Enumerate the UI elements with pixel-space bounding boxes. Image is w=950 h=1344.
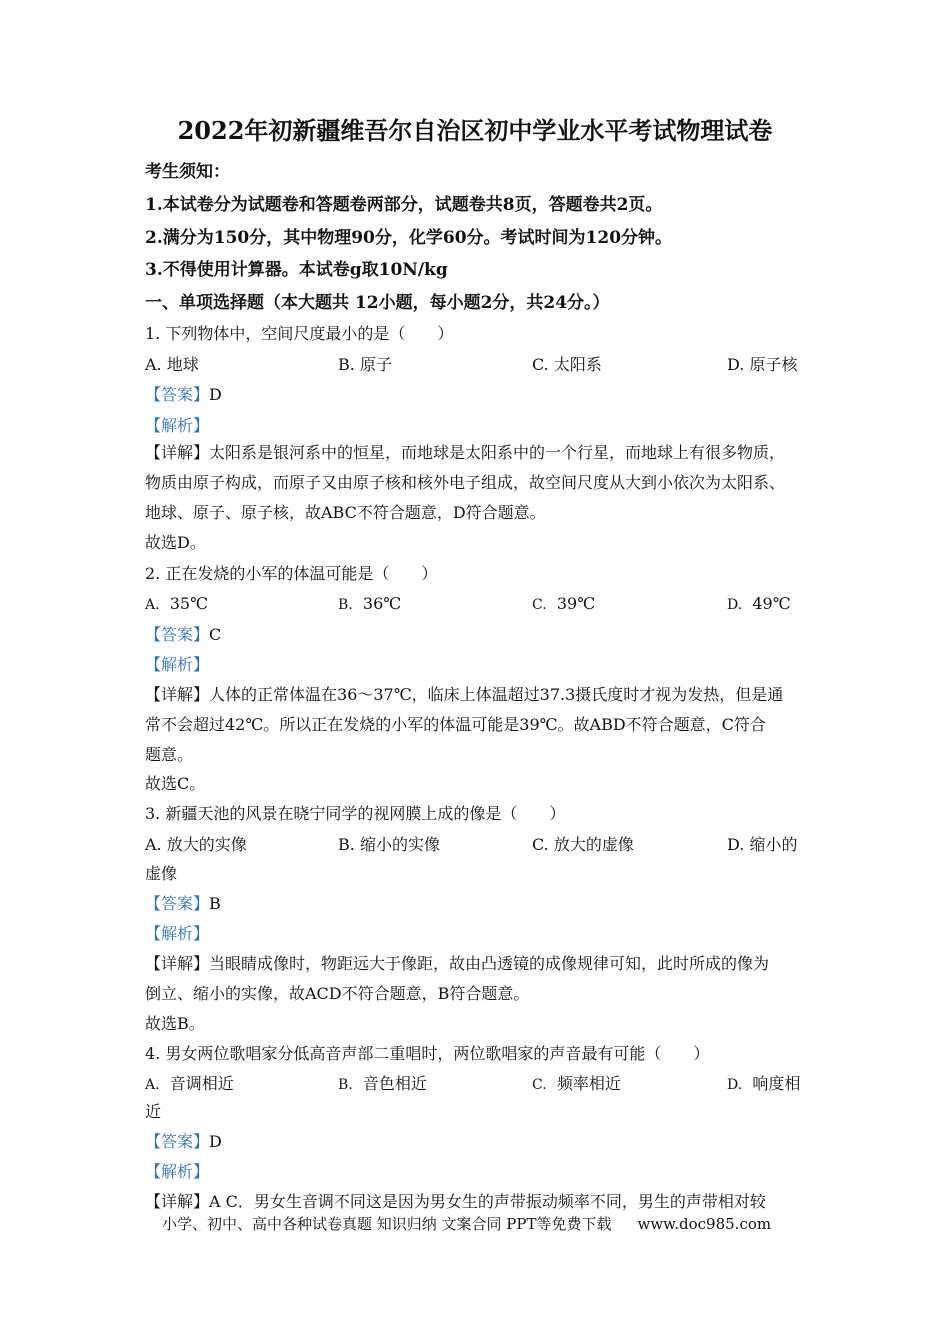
q1-analysis-tag: 【解析】 bbox=[145, 416, 210, 435]
answer-tag: 【答案】 bbox=[145, 894, 210, 913]
q3-answer: 【答案】B bbox=[145, 894, 221, 913]
detail-tag: 【详解】 bbox=[145, 443, 210, 462]
q3-option-wrap: 虚像 bbox=[145, 864, 178, 883]
answer-tag: 【答案】 bbox=[145, 625, 210, 644]
q1-detail-2: 物质由原子构成，而原子又由原子核和核外电子组成，故空间尺度从大到小依次为太阳系、 bbox=[145, 473, 786, 492]
q4-answer: 【答案】D bbox=[145, 1132, 222, 1151]
notice-item-1: 1.本试卷分为试题卷和答题卷两部分，试题卷共8页，答题卷共2页。 bbox=[145, 195, 663, 215]
q4-option-c: C. 频率相近 bbox=[532, 1074, 621, 1093]
detail-tag: 【详解】 bbox=[145, 1192, 210, 1211]
answer-tag: 【答案】 bbox=[145, 385, 210, 404]
q4-option-d: D. 响度相 bbox=[727, 1074, 801, 1093]
q1-option-c: C. 太阳系 bbox=[532, 355, 602, 374]
q1-option-b: B. 原子 bbox=[338, 355, 392, 374]
q3-analysis-tag: 【解析】 bbox=[145, 924, 210, 943]
q3-conclusion: 故选B。 bbox=[145, 1014, 205, 1033]
q2-option-a: A. 35℃ bbox=[145, 594, 208, 613]
q1-conclusion: 故选D。 bbox=[145, 533, 206, 552]
q3-detail-2: 倒立、缩小的实像，故ACD不符合题意，B符合题意。 bbox=[145, 984, 530, 1003]
q4-analysis-tag: 【解析】 bbox=[145, 1162, 210, 1181]
q1-detail-1: 【详解】太阳系是银河系中的恒星，而地球是太阳系中的一个行星，而地球上有很多物质， bbox=[145, 443, 786, 462]
q2-option-c: C. 39℃ bbox=[532, 594, 596, 613]
footer-text: 小学、初中、高中各种试卷真题 知识归纳 文案合同 PPT等免费下载 bbox=[162, 1215, 612, 1233]
notice-item-2: 2.满分为150分，其中物理90分，化学60分。考试时间为120分钟。 bbox=[145, 228, 673, 248]
page-title: 2022年初新疆维吾尔自治区初中学业水平考试物理试卷 bbox=[177, 116, 773, 145]
detail-tag: 【详解】 bbox=[145, 954, 210, 973]
q4-option-wrap: 近 bbox=[145, 1102, 162, 1121]
q2-detail-2: 常不会超过42℃。所以正在发烧的小军的体温可能是39℃。故ABD不符合题意，C符合 bbox=[145, 715, 766, 734]
question-3-stem: 3. 新疆天池的风景在晓宁同学的视网膜上成的像是（ ） bbox=[145, 804, 566, 823]
q2-conclusion: 故选C。 bbox=[145, 774, 206, 793]
q1-answer: 【答案】D bbox=[145, 385, 222, 404]
footer-site-link[interactable]: www.doc985.com bbox=[637, 1215, 772, 1233]
page-footer bbox=[162, 1213, 771, 1235]
question-1-stem: 1. 下列物体中，空间尺度最小的是（ ） bbox=[145, 324, 454, 343]
q3-option-a: A. 放大的实像 bbox=[145, 835, 247, 854]
q1-option-a: A. 地球 bbox=[145, 355, 199, 374]
question-2-stem: 2. 正在发烧的小军的体温可能是（ ） bbox=[145, 564, 438, 583]
q3-option-c: C. 放大的虚像 bbox=[532, 835, 634, 854]
q2-detail-3: 题意。 bbox=[145, 745, 194, 764]
q2-option-d: D. 49℃ bbox=[727, 594, 791, 613]
q3-option-d: D. 缩小的 bbox=[727, 835, 798, 854]
q3-option-b: B. 缩小的实像 bbox=[338, 835, 440, 854]
notice-heading: 考生须知： bbox=[145, 162, 230, 182]
q2-analysis-tag: 【解析】 bbox=[145, 655, 210, 674]
q1-detail-3: 地球、原子、原子核，故ABC不符合题意，D符合题意。 bbox=[145, 503, 546, 522]
answer-tag: 【答案】 bbox=[145, 1132, 210, 1151]
detail-tag: 【详解】 bbox=[145, 685, 210, 704]
q1-option-d: D. 原子核 bbox=[727, 355, 798, 374]
q2-detail-1: 【详解】人体的正常体温在36～37℃，临床上体温超过37.3摄氏度时才视为发热，但是通 bbox=[145, 685, 784, 704]
q2-option-b: B. 36℃ bbox=[338, 594, 402, 613]
question-4-stem: 4. 男女两位歌唱家分低高音声部二重唱时，两位歌唱家的声音最有可能（ ） bbox=[145, 1044, 710, 1063]
q2-answer: 【答案】C bbox=[145, 625, 222, 644]
q4-option-a: A. 音调相近 bbox=[145, 1074, 234, 1093]
notice-item-3: 3.不得使用计算器。本试卷g取10N/kg bbox=[145, 260, 448, 280]
section-heading: 一、单项选择题（本大题共 12小题，每小题2分，共24分。） bbox=[145, 293, 610, 313]
q4-detail-1: 【详解】A C．男女生音调不同这是因为男女生的声带振动频率不同，男生的声带相对较 bbox=[145, 1192, 766, 1211]
q4-option-b: B. 音色相近 bbox=[338, 1074, 427, 1093]
q3-detail-1: 【详解】当眼睛成像时，物距远大于像距，故由凸透镜的成像规律可知，此时所成的像为 bbox=[145, 954, 770, 973]
